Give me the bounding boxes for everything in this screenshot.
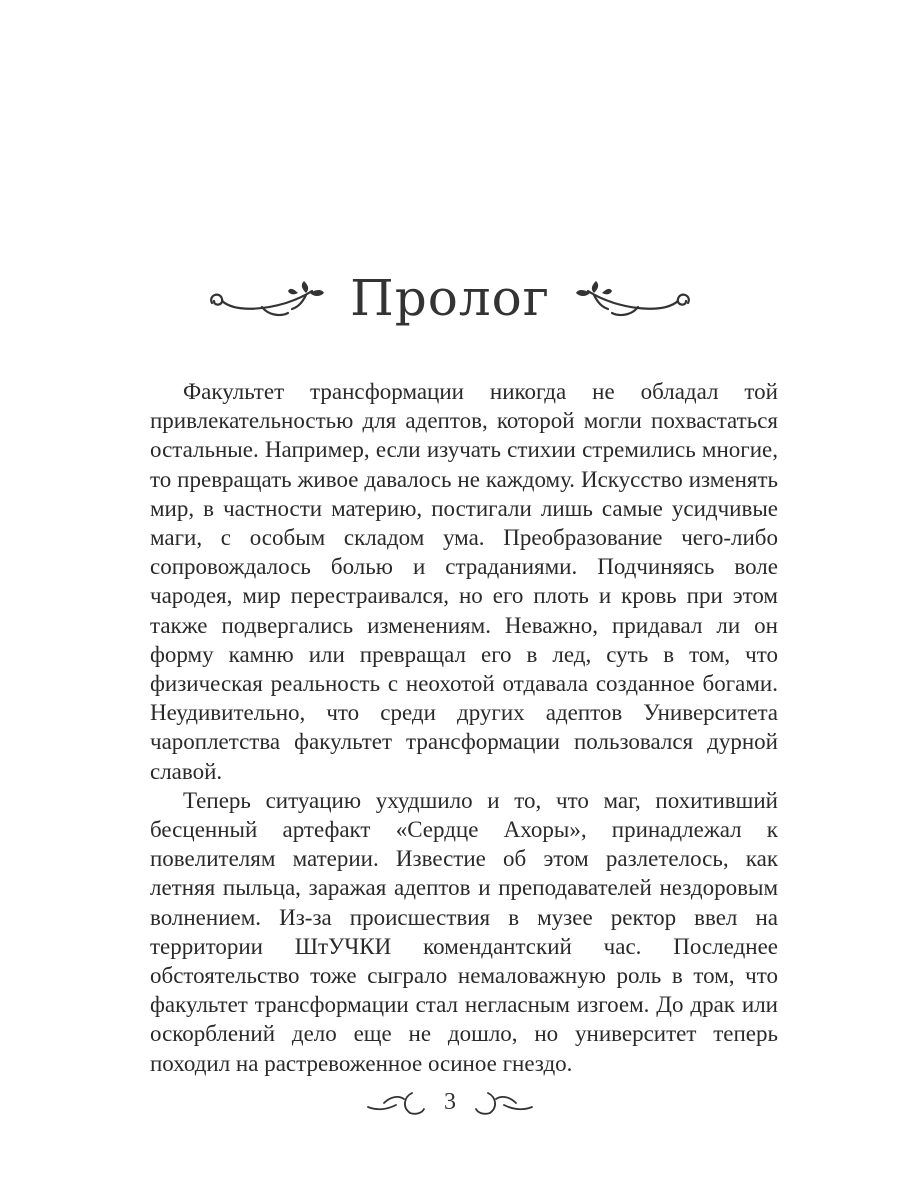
page-number: 3	[444, 1088, 456, 1115]
chapter-title: Пролог	[350, 269, 550, 327]
chapter-heading	[0, 258, 900, 338]
right-footer-flourish-icon	[466, 1087, 536, 1117]
paragraph-2: Теперь ситуацию ухудшило и то, что маг, похитивший бесценный артефакт «Сердце Ахоры», принадлежал к повелителям материи. Известие об этом разлетелось, как летняя пыльца, заражая адептов и преподавателей нездоровым волнением. Из-за происшествия в музее ректор ввел на территории ШтУЧКИ комендантский час. Последнее обстоятельство тоже сыграло немаловажную роль в том, что факультет трансформации стал негласным изгоем. До драк или оскорблений дело еще не дошло, но университет теперь походил на растревоженное осиное гнездо.	[150, 787, 778, 1076]
right-flourish-icon	[574, 273, 694, 323]
page-footer	[0, 1082, 900, 1122]
left-footer-flourish-icon	[364, 1087, 434, 1117]
chapter-body	[150, 377, 778, 1078]
left-flourish-icon	[206, 273, 326, 323]
paragraph-1: Факультет трансформации никогда не обладал той привлекательностью для адептов, которой могли похвастаться остальные. Например, если изучать стихии стремились многие, то превращать живое давалось не каждому. Искусство изменять мир, в частности материю, постигали лишь самые усидчивые маги, с особым складом ума. Преобразование чего-либо сопровождалось болью и страданиями. Подчиняясь воле чародея, мир перестраивался, но его плоть и кровь при этом также подвергались изменениям. Неважно, придавал ли он форму камню или превращал его в лед, суть в том, что физическая реальность с неохотой отдавала созданное богами. Неудивительно, что среди других адептов Университета чароплетства факультет трансформации пользовался дурной славой.	[150, 379, 778, 784]
